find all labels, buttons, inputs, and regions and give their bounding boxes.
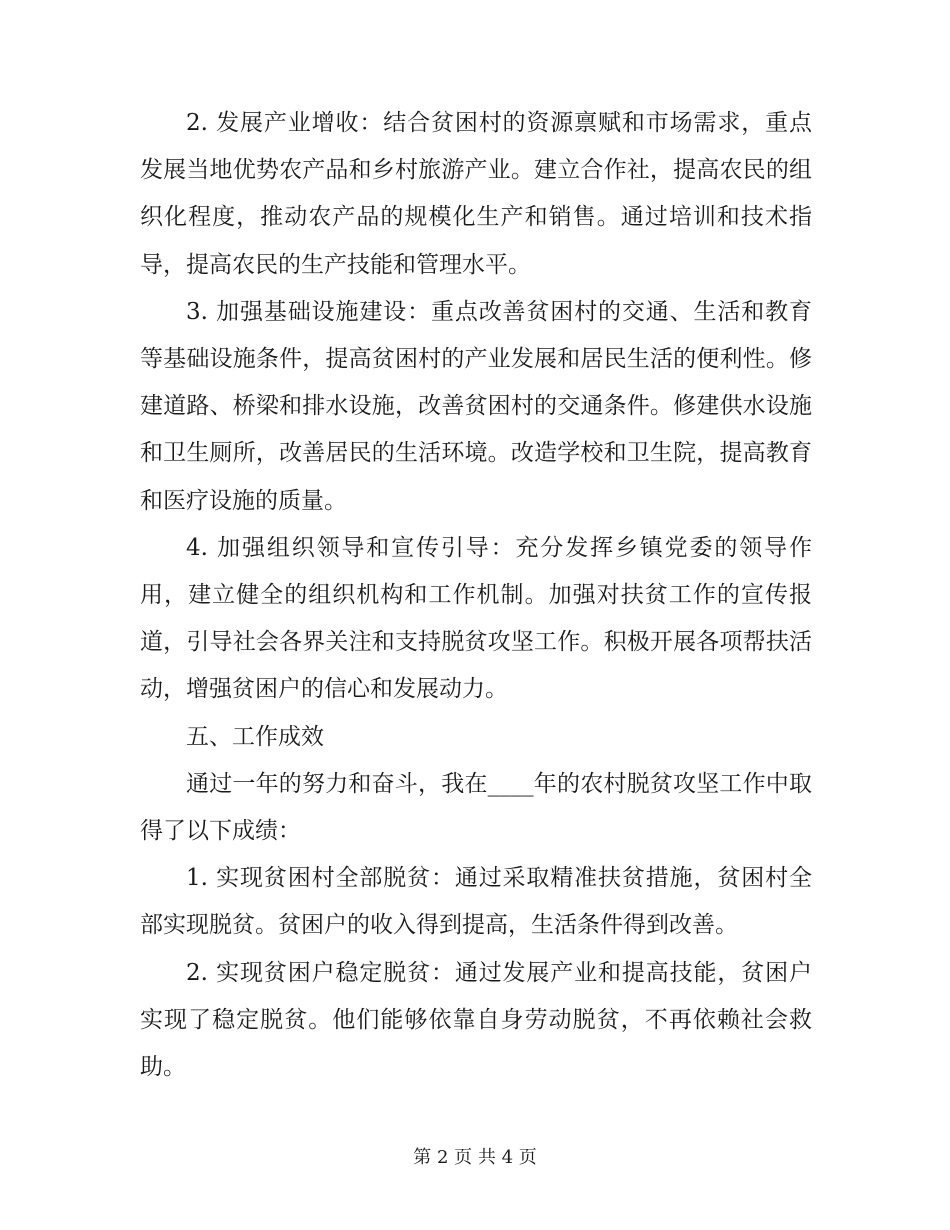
paragraph-result-households: 2. 实现贫困户稳定脱贫：通过发展产业和提高技能，贫困户实现了稳定脱贫。他们能够依靠自身劳动脱贫，不再依赖社会救助。 xyxy=(140,959,812,1081)
document-page xyxy=(140,100,812,1091)
page-number-footer: 第 2 页 共 4 页 xyxy=(413,1147,537,1168)
paragraph-result-villages: 1. 实现贫困村全部脱贫：通过采取精准扶贫措施，贫困村全部实现脱贫。贫困户的收入得到提高，生活条件得到改善。 xyxy=(140,865,812,939)
paragraph-leadership-publicity: 4. 加强组织领导和宣传引导：充分发挥乡镇党委的领导作用，建立健全的组织机构和工作机制。加强对扶贫工作的宣传报道，引导社会各界关注和支持脱贫攻坚工作。积极开展各项帮扶活动，增强贫困户的信心和发展动力。 xyxy=(140,534,812,703)
paragraph-results-intro: 通过一年的努力和奋斗，我在____年的农村脱贫攻坚工作中取得了以下成绩： xyxy=(140,770,812,845)
paragraph-infrastructure: 3. 加强基础设施建设：重点改善贫困村的交通、生活和教育等基础设施条件，提高贫困村的产业发展和居民生活的便利性。修建道路、桥梁和排水设施，改善贫困村的交通条件。修建供水设施和卫生厕所，改善居民的生活环境。改造学校和卫生院，提高教育和医疗设施的质量。 xyxy=(140,298,812,514)
section-heading-work-results: 五、工作成效 xyxy=(186,723,324,750)
paragraph-industry-development: 2. 发展产业增收：结合贫困村的资源禀赋和市场需求，重点发展当地优势农产品和乡村旅游产业。建立合作社，提高农民的组织化程度，推动农产品的规模化生产和销售。通过培训和技术指导，提高农民的生产技能和管理水平。 xyxy=(140,110,812,278)
